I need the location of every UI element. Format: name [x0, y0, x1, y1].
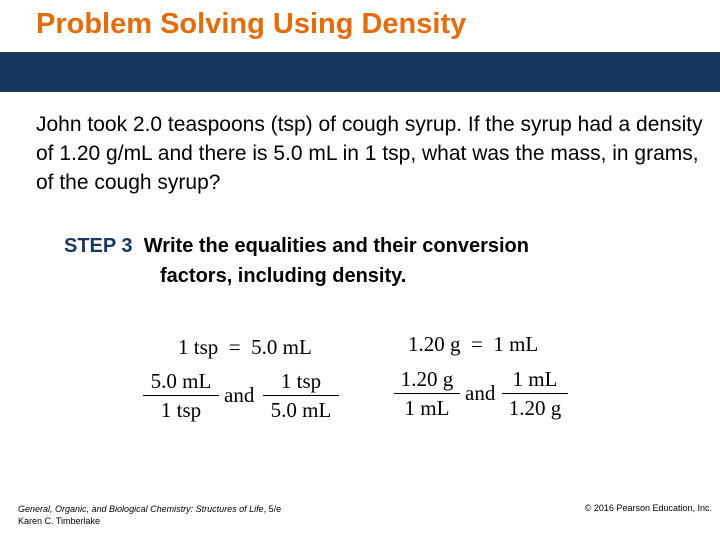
equality-left: 1.20 g: [408, 332, 461, 356]
and-word: and: [465, 381, 496, 405]
equality-right: 1 mL: [493, 332, 539, 356]
footer-citation: [18, 503, 281, 527]
footer-book-line: [18, 503, 281, 515]
equality-tsp-ml: [178, 335, 312, 360]
footer-author: Karen C. Timberlake: [18, 516, 101, 526]
step-text-line-1: Write the equalities and their conversion: [143, 235, 529, 257]
numerator: 1.20 g: [400, 367, 454, 391]
problem-text: John took 2.0 teaspoons (tsp) of cough syrup. If the syrup had a density of 1.20 g/mL and there is 5.0 mL in 1 tsp, what was the mass, in grams, of the cough syrup?: [36, 113, 703, 194]
numerator: 1 tsp: [280, 369, 322, 393]
equality-right: 5.0 mL: [251, 335, 312, 359]
denominator: 1.20 g: [508, 396, 562, 420]
equality-left: 1 tsp: [178, 335, 219, 359]
equality-sign: =: [228, 335, 241, 359]
footer-copyright: © 2016 Pearson Education, Inc.: [584, 503, 712, 513]
conversion-factor-ml-per-tsp: [143, 370, 219, 421]
footer-book-title: General, Organic, and Biological Chemistry: Structures of Life: [18, 504, 264, 514]
equality-density: [408, 332, 538, 357]
denominator: 1 mL: [404, 396, 450, 420]
step-text-line-2: factors, including density.: [160, 265, 407, 287]
conversion-factor-tsp-per-ml: [263, 370, 339, 421]
step-heading-line-1: [64, 231, 704, 261]
footer-edition: , 5/e: [263, 504, 282, 514]
equality-sign: =: [471, 332, 483, 356]
denominator: 5.0 mL: [270, 398, 332, 422]
slide-title: Problem Solving Using Density: [36, 8, 467, 40]
conversion-factor-ml-per-g: [502, 368, 568, 419]
numerator: 1 mL: [512, 367, 558, 391]
and-word: and: [224, 383, 255, 407]
title-band: [0, 52, 720, 92]
step-3-heading: [64, 231, 704, 291]
step-label: STEP 3: [64, 235, 133, 257]
numerator: 5.0 mL: [150, 369, 212, 393]
denominator: 1 tsp: [160, 398, 202, 422]
conversion-factor-g-per-ml: [394, 368, 460, 419]
